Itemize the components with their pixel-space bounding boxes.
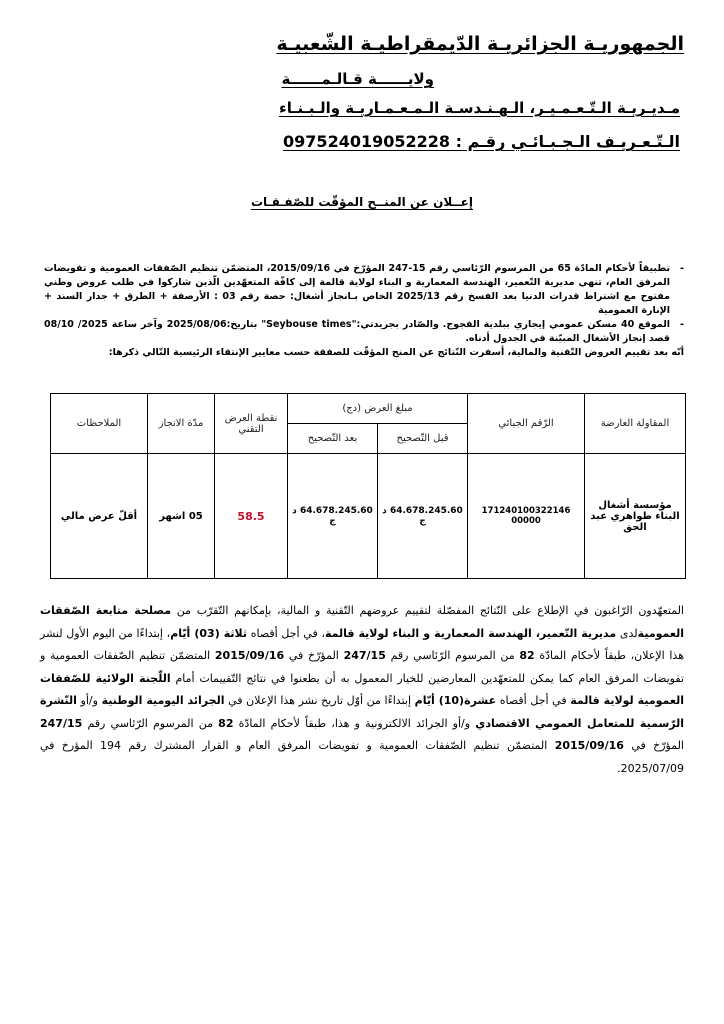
republic-heading: الجمهوريـة الجزائريـة الدّيمقراطيـة الشّعبيـة [276,33,684,55]
intro-paragraph-3: أنّه بعد تقييم العروض التّقنية والمالية، أسفرت النّتائج عن المنح المؤقّت للصفقة حسب معايير الإنتقاء الرئيسية التّالي ذكرها: [108,347,684,358]
cell-contractor: مؤسسة أشغال البناء طواهري عبد الحق [585,454,686,579]
announcement-title: إعــلان عن المنــح المؤقّت للصّفـقـات [250,195,473,209]
cell-notes: أقلّ عرض مالي [51,454,148,579]
body-bold-segment: مصلحة متابعة الصّفقات العمومية [40,604,685,640]
results-table [50,393,686,579]
header-tech-score: نقطة العرض التقني [215,394,288,454]
closing-paragraph [40,600,684,780]
body-text-segment: المتعهّدون الرّاغبون في الإطلاع على النّتائج المفصّلة لتقييم عروضهم التّقنية و المالية، بإمكانهم التّقرّب من [171,604,684,617]
wilaya-heading: ولايــــــة قـالـمــــــة [281,70,434,88]
body-bold-segment: 2015/09/16 [554,739,624,752]
body-bold-segment: مديرية التّعمير، الهندسة المعمارية و البناء لولاية قالمة [324,626,617,640]
body-bold-segment: الجرائد اليومية الوطنية [101,694,225,707]
body-text-segment: و/أو [76,694,102,707]
body-text-segment: لدى [616,626,638,640]
header-before-correction: قبل التّصحيح [378,424,468,454]
intro-section [44,262,684,360]
body-text-segment: المؤرّخ في [284,649,344,662]
body-bold-segment: 247/15 [343,649,386,662]
header-notes: الملاحظات [51,394,148,454]
body-text-segment: إبتداءًا من أوّل تاريخ نشر هذا الإعلان في [224,694,415,707]
cell-after-correction: 64.678.245.60 د ج [288,454,378,579]
header-duration: مدّة الانجاز [148,394,215,454]
header-contractor: المقاولة العارضة [585,394,686,454]
intro-paragraph-1: - تطبيقاً لأحكام المادّة 65 من المرسوم الرّئاسي رقم 15-247 المؤرّخ في 2015/09/16، المتضمّن تنظيم الصّفقات العمومية و تفويضات المرفق العام، تنهي مديرية التّعمير، الهندسة المعمارية و البناء لولاية قالمة إلى كافّة المتعهّدين الّذين شاركوا في طلب عروض وطني مفتوح مع اشتراط قدرات الدنيا بعد الفسخ رقم 2025/13 الخاص بـانجاز أشغال: حصة رقم 03 : الأرصفة + الطرق + جدار السند + الإنارة العمومية [44,262,684,318]
header-tax-number: الرّقم الجبائي [468,394,585,454]
body-bold-segment: 247/15 [40,716,83,730]
body-bold-segment: 82 [218,716,234,730]
cell-duration: 05 اشهر [148,454,215,579]
body-text-segment: و/أو الجرائد الالكترونية و هذا، طبقاً لأحكام المادّة [233,716,476,730]
directorate-heading: مـديـريـة الـتّـعـمـيـر، الـهـنـدسـة الـمـعـمـاريـة والـبـنـاء [279,99,680,117]
body-text-segment: ، إبتداءًا من اليوم الأول لنشر هذا الإعلان، طبقاً لأحكام المادّة [40,626,684,662]
cell-tech-score: 58.5 [215,454,288,579]
body-text-segment: المتضمّن تنظيم الصّفقات العمومية و تفويضات المرفق العام و القرار المشترك رقم 194 المؤرخ في 2025/07/09. [40,739,684,775]
body-text-segment: المؤرّخ في [623,739,684,752]
header-amount: مبلغ العرض (دج) [288,394,468,424]
body-bold-segment: 82 [519,649,535,662]
body-text-segment: المتضمّن تنظيم الصّفقات العمومية و تفويضات المرفق العام كما يمكن للمتعهّدين المعارضين للخيار المعمول به أن يطعنوا في نتائج التّقييمات أمام [40,649,684,685]
tax-id-heading: الـتّـعـريـف الـجـبـائـي رقـم : 097524019052228 [283,132,680,151]
intro-paragraph-2: - الموقع 40 مسكن عمومي إيجاري ببلدية الفجوج. والصّادر بجريدتي:"Seybouse times" بتاريخ:2025/08/06 وآخر ساعة 2025/ 08/10 قصد إنجاز الأشغال المبيّنة في الجدول أدناه. [44,318,684,346]
body-text-segment: في أجل أقصاه [496,694,571,707]
cell-tax-number: 171240100322146​00000 [468,454,585,579]
body-text-segment: من المرسوم الرّئاسي رقم [385,649,520,662]
body-bold-segment: عشرة(10) أيّام [414,694,497,707]
body-bold-segment: النّشرة الرّسمية للمتعامل العمومي الاقتصادي [40,694,684,730]
body-text-segment: ، في أجل أقصاه [247,626,325,640]
table-row [51,454,686,579]
body-bold-segment: ثلاثة (03) أيّام [170,626,248,640]
body-bold-segment: اللّجنة الولائية للصّفقات العمومية لولاية قالمة [40,671,684,707]
body-bold-segment: 2015/09/16 [214,649,285,662]
cell-before-correction: 64.678.245.60 د ج [378,454,468,579]
body-text-segment: من المرسوم الرّئاسي رقم [82,716,219,730]
header-after-correction: بعد التّصحيح [288,424,378,454]
